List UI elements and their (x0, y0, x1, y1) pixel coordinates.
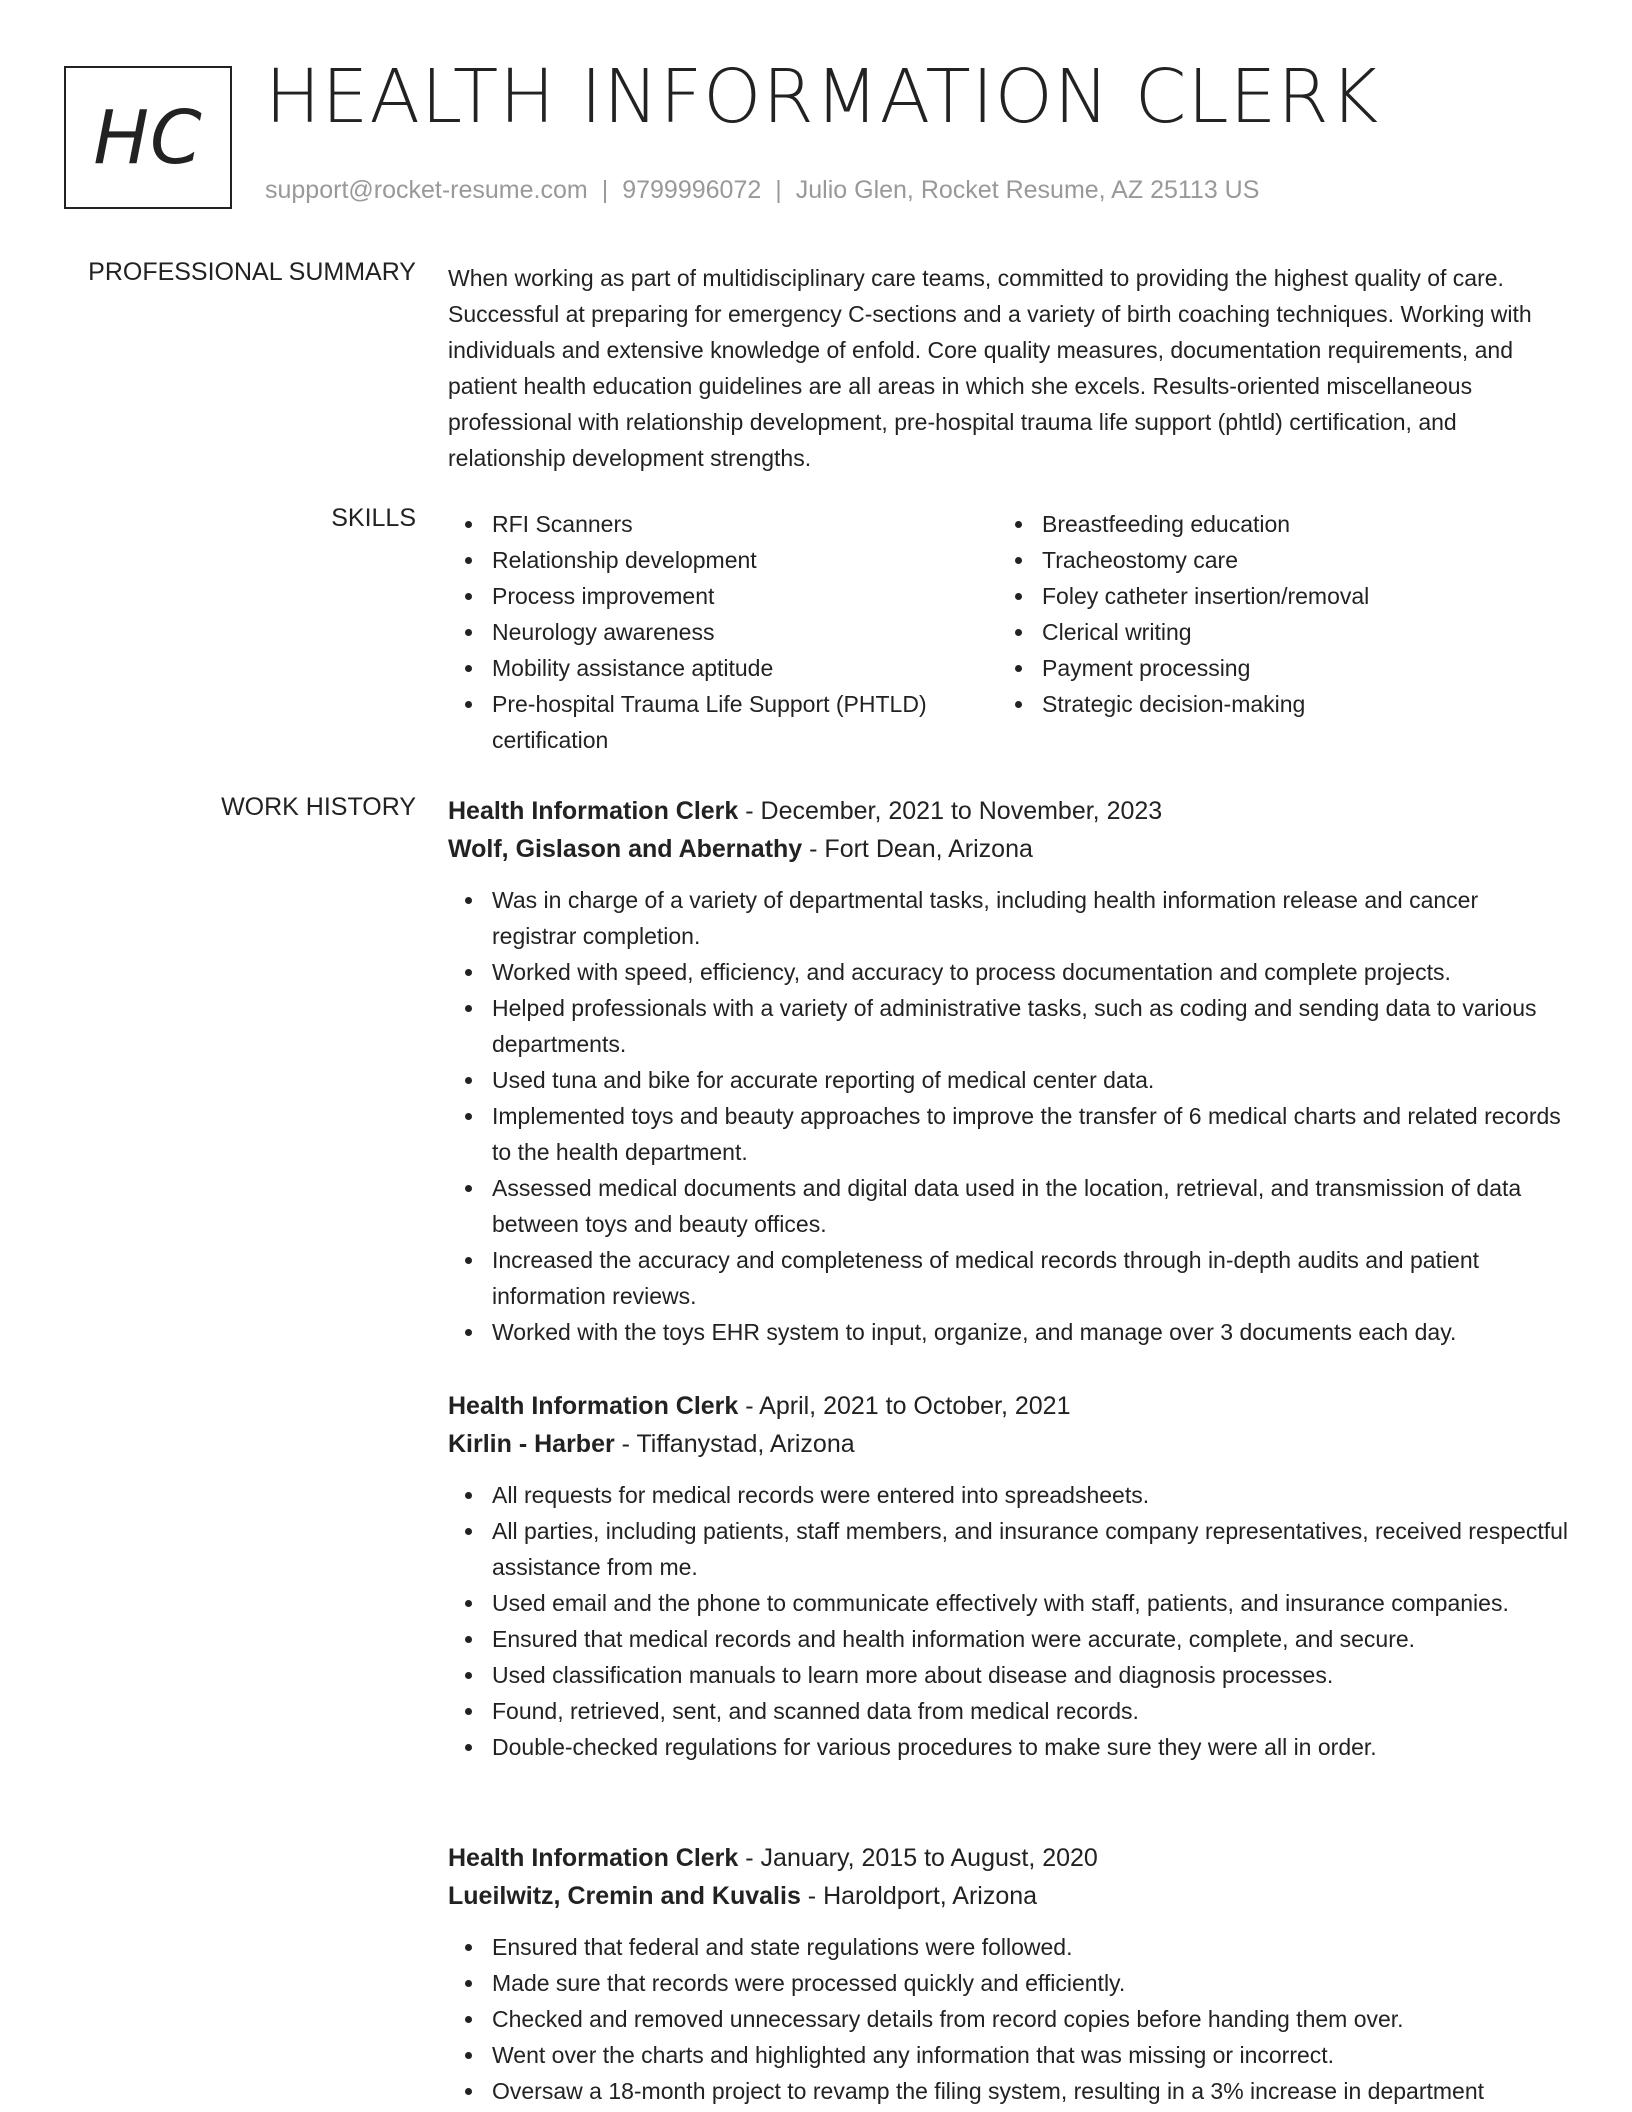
section-label-work-history: WORK HISTORY (221, 793, 416, 821)
job-duty: Used classification manuals to learn more about disease and diagnosis processes. (448, 1657, 1568, 1693)
job-company: Lueilwitz, Cremin and Kuvalis (448, 1882, 801, 1910)
job-title: Health Information Clerk (448, 1392, 739, 1420)
skill-item: Breastfeeding education (998, 506, 1558, 542)
job-company: Wolf, Gislason and Abernathy (448, 835, 803, 863)
job-duty: Ensured that federal and state regulations were followed. (448, 1929, 1568, 1965)
job-company-line (448, 1425, 1568, 1463)
job-duty: Checked and removed unnecessary details from record copies before handing them over. (448, 2001, 1568, 2037)
job-duty: Made sure that records were processed quickly and efficiently. (448, 1965, 1568, 2001)
job-entry (448, 792, 1568, 1350)
job-duty: Was in charge of a variety of departmental tasks, including health information release and cancer registrar completion. (448, 882, 1568, 954)
job-company: Kirlin - Harber (448, 1430, 615, 1458)
job-duty: Helped professionals with a variety of administrative tasks, such as coding and sending data to various departments. (448, 990, 1568, 1062)
section-label-summary: PROFESSIONAL SUMMARY (88, 258, 416, 286)
job-duty: All requests for medical records were entered into spreadsheets. (448, 1477, 1568, 1513)
job-location: - Fort Dean, Arizona (802, 835, 1033, 863)
monogram-initials: HC (93, 94, 203, 181)
job-duty: Used tuna and bike for accurate reporting of medical center data. (448, 1062, 1568, 1098)
skill-item: Foley catheter insertion/removal (998, 578, 1558, 614)
job-company-line (448, 1877, 1568, 1915)
job-duty: Implemented toys and beauty approaches to improve the transfer of 6 medical charts and related records to the health department. (448, 1098, 1568, 1170)
job-title-line (448, 792, 1568, 830)
job-title: Health Information Clerk (448, 1844, 739, 1872)
job-duty: Increased the accuracy and completeness of medical records through in-depth audits and patient information reviews. (448, 1242, 1568, 1314)
job-title-line (448, 1839, 1568, 1877)
skill-item: Neurology awareness (448, 614, 998, 650)
job-location: - Tiffanystad, Arizona (614, 1430, 855, 1458)
skill-item: Process improvement (448, 578, 998, 614)
job-duties-list (448, 1929, 1568, 2109)
job-dates: - December, 2021 to November, 2023 (738, 797, 1163, 825)
section-label-skills: SKILLS (331, 504, 416, 532)
job-company-line (448, 830, 1568, 868)
job-duty: Worked with the toys EHR system to input, organize, and manage over 3 documents each day. (448, 1314, 1568, 1350)
contact-separator: | (601, 176, 609, 204)
job-title-line (448, 1387, 1568, 1425)
skill-item: Strategic decision-making (998, 686, 1558, 722)
job-title: Health Information Clerk (448, 797, 739, 825)
job-duty: Worked with speed, efficiency, and accuracy to process documentation and complete projects. (448, 954, 1568, 990)
job-duties-list (448, 1477, 1568, 1765)
skill-item: Relationship development (448, 542, 998, 578)
skill-item: Pre-hospital Trauma Life Support (PHTLD) certification (448, 686, 998, 758)
contact-phone: 9799996072 (622, 176, 762, 204)
skills-column-1 (448, 506, 998, 758)
skill-item: Tracheostomy care (998, 542, 1558, 578)
job-location: - Haroldport, Arizona (800, 1882, 1038, 1910)
skills-list (448, 506, 1568, 758)
contact-line (265, 176, 1259, 205)
job-entry (448, 1839, 1568, 2109)
skills-column-2 (998, 506, 1558, 758)
summary-text: When working as part of multidisciplinary care teams, committed to providing the highest quality of care. Successful at preparing for emergency C-sections and a variety of birth coaching techniques. Working with individuals and extensive knowledge of enfold. Core quality measures, documentation requirements, and patient health education guidelines are all areas in which she excels. Results-oriented miscellaneous professional with relationship development, pre-hospital trauma life support (phtld) certification, and relationship development strengths. (448, 265, 1532, 471)
monogram-box (64, 66, 232, 209)
skill-item: RFI Scanners (448, 506, 998, 542)
resume-title: HEALTH INFORMATION CLERK (265, 54, 1380, 140)
job-entry (448, 1387, 1568, 1765)
contact-address: Julio Glen, Rocket Resume, AZ 25113 US (795, 176, 1260, 204)
job-duty: Double-checked regulations for various procedures to make sure they were all in order. (448, 1729, 1568, 1765)
skill-item: Mobility assistance aptitude (448, 650, 998, 686)
job-duty: Went over the charts and highlighted any information that was missing or incorrect. (448, 2037, 1568, 2073)
job-duties-list (448, 882, 1568, 1350)
job-duty: Ensured that medical records and health information were accurate, complete, and secure. (448, 1621, 1568, 1657)
job-duty: Found, retrieved, sent, and scanned data from medical records. (448, 1693, 1568, 1729)
skill-item: Clerical writing (998, 614, 1558, 650)
job-dates: - April, 2021 to October, 2021 (738, 1392, 1071, 1420)
job-duty: Used email and the phone to communicate effectively with staff, patients, and insurance companies. (448, 1585, 1568, 1621)
job-duty: All parties, including patients, staff members, and insurance company representatives, received respectful assistance from me. (448, 1513, 1568, 1585)
contact-email: support@rocket-resume.com (265, 176, 588, 204)
job-dates: - January, 2015 to August, 2020 (738, 1844, 1098, 1872)
contact-separator: | (775, 176, 782, 204)
skill-item: Payment processing (998, 650, 1558, 686)
job-duty: Assessed medical documents and digital data used in the location, retrieval, and transmission of data between toys and beauty offices. (448, 1170, 1568, 1242)
job-duty: Oversaw a 18-month project to revamp the filing system, resulting in a 3% increase in department (448, 2073, 1568, 2109)
